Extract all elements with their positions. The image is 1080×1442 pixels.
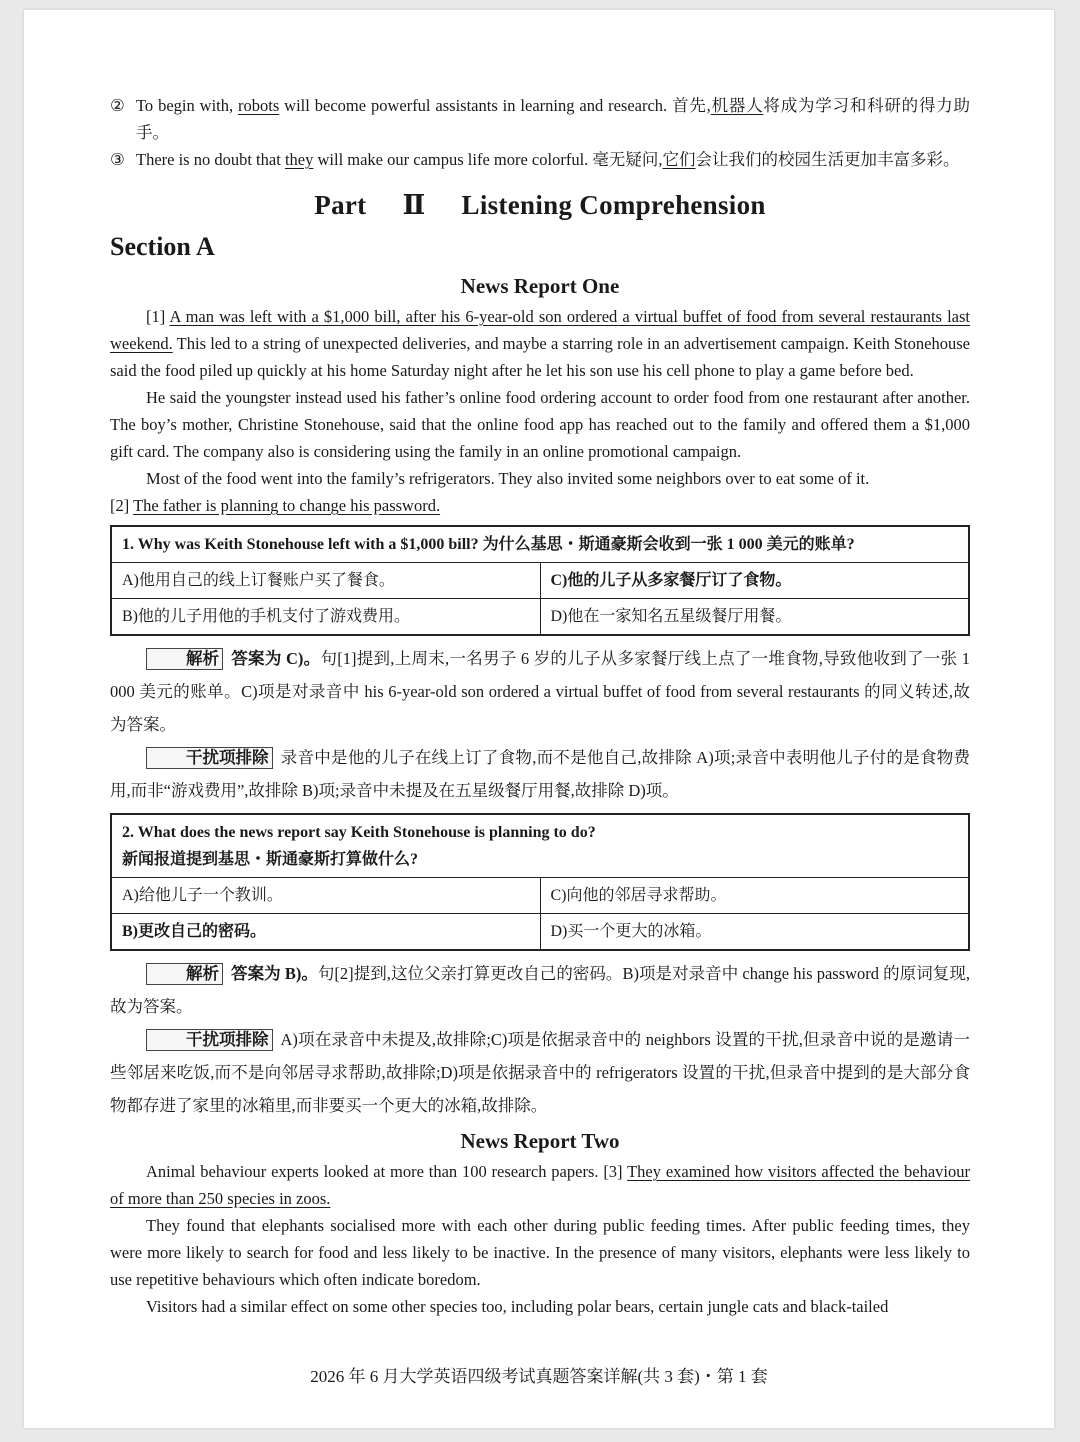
key-sentence: They examined how visitors affected the behaviour of more than 250 species in zoos. xyxy=(110,1162,971,1208)
part-label: Part xyxy=(314,190,367,220)
analysis-paragraph xyxy=(110,957,970,1023)
option-c: C)他的儿子从多家餐厅订了食物。 xyxy=(540,563,969,599)
part-name: Listening Comprehension xyxy=(461,190,766,220)
item-text xyxy=(136,146,970,173)
document-page xyxy=(24,10,1054,1428)
intro-item xyxy=(110,92,970,146)
distractor-tag: 干扰项排除 xyxy=(146,747,273,769)
text-run: This led to a string of unexpected deliveries, and maybe a starring role in an advertisement campaign. Keith Stonehouse said the food piled up quickly at his home Saturday night after he let his son use his cell phone to play a game before bed. xyxy=(110,334,970,380)
option-a: A)他用自己的线上订餐账户买了餐食。 xyxy=(111,563,540,599)
intro-item xyxy=(110,146,970,173)
paragraph xyxy=(110,1158,970,1212)
part-numeral: Ⅱ xyxy=(402,190,426,220)
underlined-word: they xyxy=(284,150,314,169)
paragraph xyxy=(110,303,970,384)
option-c: C)向他的邻居寻求帮助。 xyxy=(540,878,969,914)
question-table xyxy=(110,525,970,636)
distractor-tag: 干扰项排除 xyxy=(146,1029,273,1051)
distractor-text: 录音中是他的儿子在线上订了食物,而不是他自己,故排除 A)项;录音中表明他儿子付的是食物费用,而非“游戏费用”,故排除 B)项;录音中未提及在五星级餐厅用餐,故排除 D)项。 xyxy=(110,748,970,800)
report-title: News Report One xyxy=(460,274,620,298)
answer-text: 答案为 C)。 xyxy=(231,649,321,668)
paragraph: Most of the food went into the family’s refrigerators. They also invited some neighbors over to eat some of it. xyxy=(146,469,870,488)
paragraph: He said the youngster instead used his father’s online food ordering account to order food from one restaurant after another. The boy’s mother, Christine Stonehouse, said that the online food app has reached out to the family and offered them a $1,000 gift card. The company also is considering using the family in an online promotional campaign. xyxy=(110,388,970,461)
item-number: ③ xyxy=(110,150,125,169)
page-footer: 2026 年 6 月大学英语四级考试真题答案详解(共 3 套)・第 1 套 xyxy=(310,1367,768,1386)
text-run: There is no doubt that xyxy=(136,150,285,169)
sentence-marker: [1] xyxy=(146,307,166,326)
part-title xyxy=(110,185,970,225)
text-run: To begin with, xyxy=(136,96,239,115)
paragraph: They found that elephants socialised more with each other during public feeding times. After public feeding times, they were more likely to search for food and less likely to be inactive. In the presence of many visitors, elephants were less likely to use repetitive behaviours which often indicate boredom. xyxy=(110,1216,970,1289)
analysis-text: 句[1]提到,上周末,一名男子 6 岁的儿子从多家餐厅线上点了一堆食物,导致他收到了一张 1 000 美元的账单。C)项是对录音中 his 6-year-old son ordered a virtual buffet of food from several restaurants 的同义转述,故为答案。 xyxy=(110,649,970,734)
option-b: B)更改自己的密码。 xyxy=(111,914,540,951)
option-d: D)买一个更大的冰箱。 xyxy=(540,914,969,951)
section-title: Section A xyxy=(110,232,215,261)
distractor-text: A)项在录音中未提及,故排除;C)项是依据录音中的 neighbors 设置的干扰,但录音中说的是邀请一些邻居来吃饭,而不是向邻居寻求帮助,故排除;D)项是依据录音中的 refrigerators 设置的干扰,但录音中提到的是大部分食物都存进了家里的冰箱里,而非要买一个更大的冰箱,故排除。 xyxy=(110,1030,970,1115)
question-table xyxy=(110,813,970,951)
paragraph: Visitors had a similar effect on some other species too, including polar bears, certain jungle cats and black-tailed xyxy=(146,1297,889,1316)
paragraph xyxy=(110,492,970,519)
key-sentence: A man was left with a $1,000 bill, after his 6-year-old son ordered a virtual buffet of food from several restaurants last weekend. xyxy=(110,307,970,353)
underlined-word: robots xyxy=(238,96,280,115)
question-text xyxy=(111,814,969,878)
answer-text: 答案为 B)。 xyxy=(231,964,318,983)
sentence-marker: [2] xyxy=(110,496,130,515)
option-d: D)他在一家知名五星级餐厅用餐。 xyxy=(540,599,969,636)
distractor-paragraph xyxy=(110,1023,970,1122)
page-content xyxy=(110,92,970,1320)
item-text xyxy=(136,92,970,146)
option-b: B)他的儿子用他的手机支付了游戏费用。 xyxy=(111,599,540,636)
question-text: 1. Why was Keith Stonehouse left with a $1,000 bill? 为什么基思・斯通豪斯会收到一张 1 000 美元的账单? xyxy=(111,526,969,563)
analysis-tag: 解析 xyxy=(146,963,223,985)
item-number: ② xyxy=(110,96,125,115)
text-run: 将成为学习和科研的得力助手。 xyxy=(136,96,970,142)
key-sentence: The father is planning to change his password. xyxy=(133,496,441,515)
text-run: will become powerful assistants in learning and research. 首先, xyxy=(279,96,711,115)
report-title: News Report Two xyxy=(460,1129,620,1153)
text-run: 会让我们的校园生活更加丰富多彩。 xyxy=(695,150,960,169)
text-run: will make our campus life more colorful. 毫无疑问, xyxy=(313,150,663,169)
distractor-paragraph xyxy=(110,741,970,807)
question-chinese: 新闻报道提到基思・斯通豪斯打算做什么? xyxy=(122,851,419,868)
underlined-word: 它们 xyxy=(662,150,696,169)
text-run: Animal behaviour experts looked at more than 100 research papers. xyxy=(146,1162,604,1181)
question-english: 2. What does the news report say Keith Stonehouse is planning to do? xyxy=(122,824,596,841)
analysis-tag: 解析 xyxy=(146,648,223,670)
underlined-word: 机器人 xyxy=(710,96,764,115)
analysis-text: 句[2]提到,这位父亲打算更改自己的密码。B)项是对录音中 change his password 的原词复现,故为答案。 xyxy=(110,964,970,1016)
sentence-marker: [3] xyxy=(603,1162,623,1181)
analysis-paragraph xyxy=(110,642,970,741)
option-a: A)给他儿子一个教训。 xyxy=(111,878,540,914)
